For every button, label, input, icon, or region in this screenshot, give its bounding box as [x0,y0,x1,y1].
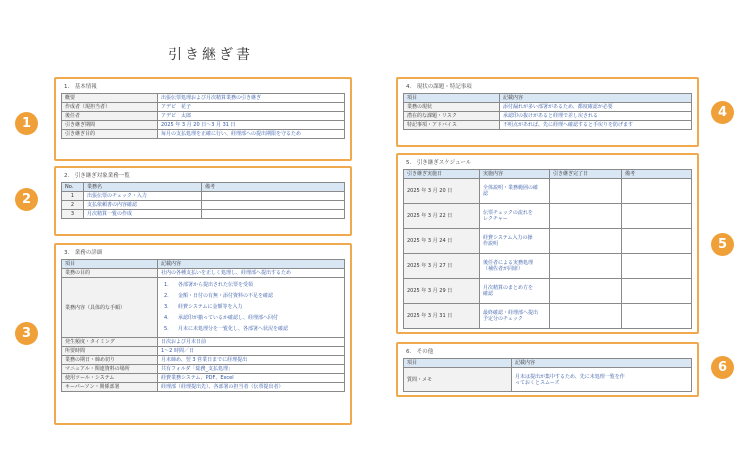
row-key: 引き継ぎ目的 [62,130,158,139]
row-content: 全体説明・業務範囲の確 認 [480,179,550,204]
section-title: 4. 現状の課題・特記事項 [406,84,472,90]
row-note [622,229,692,254]
badge-2: 2 [15,188,38,211]
row-date: 2025 年 3 月 24 日 [404,229,480,254]
badge-5: 5 [711,233,734,256]
list-item: 5. 月末に未処理分を一覧化し、各部署へ状況を確認 [164,326,289,332]
header-content: 記載内容 [500,94,692,103]
header-no: No. [62,183,84,192]
procedure-steps [164,280,338,335]
row-key: 発生頻度・タイミング [62,338,158,347]
row-no: 2 [62,201,84,210]
row-key: 特記事項・アドバイス [404,121,500,130]
table-row [62,112,345,121]
row-value: 出張伝票処理および月次精算業務の引き継ぎ [158,94,345,103]
row-value: 月末締め、翌 3 営業日までに経理提出 [158,356,345,365]
row-value: 2025 年 3 月 20 日〜3 月 31 日 [158,121,345,130]
table-row [62,192,345,201]
header-task: 業務名 [84,183,202,192]
other-table [403,358,692,392]
header-item: 項目 [404,94,500,103]
header-content: 記載内容 [512,359,692,368]
table-row [404,204,692,229]
row-done [550,279,622,304]
row-note [622,179,692,204]
row-date: 2025 年 3 月 22 日 [404,204,480,229]
row-key: マニュアル・関連資料の場所 [62,365,158,374]
row-done [550,229,622,254]
table-row [62,269,345,278]
row-done [550,254,622,279]
row-key: 引き継ぎ期間 [62,121,158,130]
table-header [404,170,692,179]
table-row [62,338,345,347]
table-row [62,130,345,139]
basic-info-table [61,93,345,139]
row-value: 承認印の抜けがあると経理で差し戻される [500,112,692,121]
row-value: 1〜2 時間／日 [158,347,345,356]
table-row [404,368,692,392]
row-value: 経理部（経理提出先）、各部署の担当者（伝票提出者） [158,383,345,392]
row-value: 添付漏れが多い部署があるため、都度確認が必要 [500,103,692,112]
row-note [202,201,345,210]
row-key: 潜在的な課題・リスク [404,112,500,121]
row-key: 業務内容（具体的な手順） [62,278,158,338]
section-title: 2. 引き継ぎ対象業務一覧 [64,173,130,179]
table-row [62,121,345,130]
row-content: 伝票チェックの流れを レクチャー [480,204,550,229]
row-done [550,204,622,229]
table-row [404,279,692,304]
row-value: アデビ 太郎 [158,112,345,121]
task-details-table [61,259,345,392]
row-date: 2025 年 3 月 29 日 [404,279,480,304]
row-task: 月次精算一覧の作成 [84,210,202,219]
row-date: 2025 年 3 月 20 日 [404,179,480,204]
row-date: 2025 年 3 月 31 日 [404,304,480,329]
row-value: 不明点があれば、先に経理へ確認すると手戻りを防げます [500,121,692,130]
table-row [62,103,345,112]
header-content: 実施内容 [480,170,550,179]
table-header [404,359,692,368]
row-content: 月次精算のまとめ方を 確認 [480,279,550,304]
table-row [404,121,692,130]
table-row [62,278,345,338]
row-note [622,254,692,279]
header-done: 引き継ぎ完了日 [550,170,622,179]
row-key: 後任者 [62,112,158,121]
row-key: 使用ツール・システム [62,374,158,383]
row-value [158,278,345,338]
list-item: 4. 承認印が揃っているか確認し、経理部へ回付 [164,315,279,321]
section-title: 3. 業務の詳細 [64,250,103,256]
row-note [202,210,345,219]
table-row [62,383,345,392]
row-key: 作成者（現担当者） [62,103,158,112]
section-title: 6. その他 [406,349,434,355]
row-note [622,279,692,304]
row-done [550,304,622,329]
row-no: 1 [62,192,84,201]
header-date: 引き継ぎ実施日 [404,170,480,179]
row-value: 日次および月末日前 [158,338,345,347]
row-content: 経費システム入力の操 作説明 [480,229,550,254]
table-row [62,374,345,383]
row-key: キーパーソン・関係部署 [62,383,158,392]
header-note: 備考 [622,170,692,179]
row-task: 出張伝票のチェック・入力 [84,192,202,201]
row-key: 所要時間 [62,347,158,356]
badge-6: 6 [711,356,734,379]
row-value: 社内の各種支払いを正しく処理し、経理部へ提出するため [158,269,345,278]
row-date: 2025 年 3 月 27 日 [404,254,480,279]
table-row [62,201,345,210]
table-row [62,210,345,219]
badge-4: 4 [711,101,734,124]
table-row [404,254,692,279]
row-value: アデビ 花子 [158,103,345,112]
table-header [62,260,345,269]
row-note [202,192,345,201]
row-key: 業務の目的 [62,269,158,278]
table-row [404,229,692,254]
section-other [396,342,699,397]
target-tasks-table [61,182,345,219]
table-header [62,183,345,192]
header-item: 項目 [62,260,158,269]
table-row [404,304,692,329]
row-value: 毎月の支払処理を正確に行い、経理部への提出期限を守るため [158,130,345,139]
row-key: 業務の現状 [404,103,500,112]
schedule-table [403,169,692,329]
section-schedule [396,153,699,334]
section-basic-info [54,77,352,161]
section-issues [396,77,699,147]
issues-table [403,93,692,130]
table-row [62,347,345,356]
header-note: 備考 [202,183,345,192]
list-item: 3. 経費システムに金額等を入力 [164,304,243,310]
table-row [404,103,692,112]
row-value: 経費業務システム、PDF、Excel [158,374,345,383]
table-row [404,179,692,204]
table-row [62,94,345,103]
row-key: 業務の期日・締め切り [62,356,158,365]
row-no: 3 [62,210,84,219]
table-row [62,356,345,365]
badge-3: 3 [15,322,38,345]
row-note [622,304,692,329]
section-title: 5. 引き継ぎスケジュール [406,160,472,166]
header-item: 項目 [404,359,512,368]
row-key: 質問・メモ [404,368,512,392]
row-content: 最終確認・経理部へ提出 予定分のチェック [480,304,550,329]
table-row [404,112,692,121]
list-item: 1. 各部署から提出された伝票を受領 [164,282,254,288]
row-content: 後任者による実務処理 （補佐者が同席） [480,254,550,279]
badge-1: 1 [15,112,38,135]
row-value: 月末は提出が集中するため、先に未処理一覧を作 っておくとスムーズ [512,368,692,392]
header-content: 記載内容 [158,260,345,269]
list-item: 2. 金額・日付の有無・添付資料の不足を確認 [164,293,274,299]
row-value: 共有フォルダ「総務_支払処理」 [158,365,345,374]
row-note [622,204,692,229]
document-title: 引き継ぎ書 [168,47,253,63]
row-task: 支払依頼書の内容確認 [84,201,202,210]
table-header [404,94,692,103]
section-task-details [54,243,352,425]
section-target-tasks [54,166,352,236]
row-done [550,179,622,204]
section-title: 1. 基本情報 [64,84,97,90]
row-key: 概要 [62,94,158,103]
table-row [62,365,345,374]
